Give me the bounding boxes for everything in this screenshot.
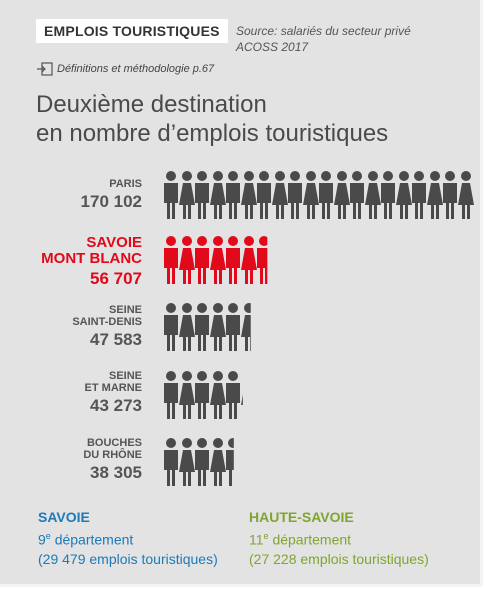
rank-number: 9 [38,531,46,548]
rank-suffix: e [45,531,51,541]
rank-number: 11 [249,531,264,548]
data-label: 47 583 [90,330,142,349]
source-line-1: Source: salariés du secteur privé [236,24,411,38]
rank-word: département [50,531,134,548]
footer-savoie-count: (29 479 emplois touristiques) [38,550,218,567]
person-icon [443,171,474,219]
bar-row-paris [164,171,480,219]
person-icon [164,438,195,486]
bar-row-savoie-mont-blanc [164,236,319,284]
person-icon [226,303,257,351]
category-name: SEINE [108,370,142,382]
footer-haute-savoie [249,508,429,569]
chart-title-line-1: Deuxième destination [36,91,267,118]
person-icon [164,371,195,419]
person-icon [319,171,350,219]
data-label: 43 273 [90,396,142,415]
person-icon [195,236,226,284]
person-icon [195,303,226,351]
person-icon [226,438,257,486]
person-icon [257,371,288,419]
person-icon [226,171,257,219]
person-icon [350,171,381,219]
person-icon [257,236,288,284]
footer-savoie-rank [38,527,218,550]
person-icon [381,171,412,219]
definitions-text: Définitions et méthodologie p.67 [57,63,215,76]
person-icon [257,438,288,486]
person-icon [288,236,319,284]
person-icon [257,171,288,219]
person-icon [164,303,195,351]
person-icon [164,236,195,284]
person-icon [257,303,288,351]
rank-suffix: e [263,531,269,541]
category-name-line-2: ET MARNE [84,382,142,394]
rank-word: département [268,531,352,548]
category-name: BOUCHES [86,437,142,449]
person-icon [412,171,443,219]
person-icon [288,171,319,219]
footer-haute-savoie-count: (27 228 emplois touristiques) [249,550,429,567]
footer-haute-savoie-heading: HAUTE-SAVOIE [249,509,354,525]
chart-title-line-2: en nombre d’emplois touristiques [36,120,389,147]
person-icon [474,171,480,219]
source-line-2: ACOSS 2017 [236,40,309,54]
category-name: SAVOIE [86,234,142,251]
category-name-line-2: MONT BLANC [41,250,142,267]
category-name-line-2: SAINT-DENIS [72,316,142,328]
category-name: PARIS [109,178,142,190]
footer-savoie-heading: SAVOIE [38,509,90,525]
person-icon [164,171,195,219]
person-icon [226,371,257,419]
category-name: SEINE [108,304,142,316]
data-label: 56 707 [90,269,142,288]
person-icon [195,371,226,419]
data-label: 38 305 [90,463,142,482]
section-tag: EMPLOIS TOURISTIQUES [36,19,228,43]
person-icon [226,236,257,284]
category-name-line-2: DU RHÔNE [83,449,142,461]
footer-savoie [38,508,218,569]
bar-row-seine-et-marne [164,371,288,419]
bar-row-seine-saint-denis [164,303,288,351]
person-icon [195,171,226,219]
data-label: 170 102 [80,192,142,211]
bar-row-bouches-du-rhone [164,438,288,486]
footer-haute-savoie-rank [249,527,429,550]
person-icon [195,438,226,486]
